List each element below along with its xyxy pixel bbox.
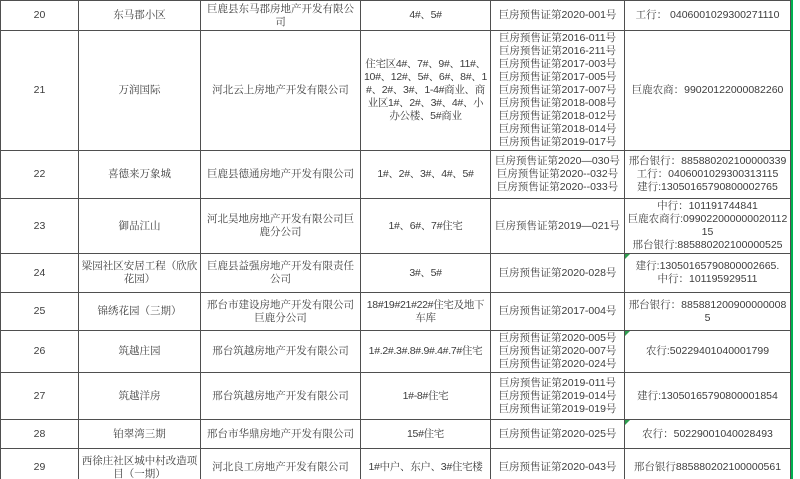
row-number-cell[interactable]: 22: [1, 151, 79, 199]
presale-permit-cell[interactable]: [491, 293, 625, 331]
project-name-cell[interactable]: 御品江山: [79, 199, 201, 254]
presale-permit-cell[interactable]: [491, 254, 625, 293]
bank-line: 农行:50229401040001799: [645, 345, 770, 357]
developer-company-cell[interactable]: 河北昊地房地产开发有限公司巨鹿分公司: [201, 199, 361, 254]
row-number-cell[interactable]: 27: [1, 373, 79, 420]
presale-permit-cell[interactable]: [491, 199, 625, 254]
project-name-cell[interactable]: 锦绣花园（三期）: [79, 293, 201, 331]
developer-company-cell[interactable]: 邢台市建设房地产开发有限公司巨鹿分公司: [201, 293, 361, 331]
bank-line: 建行:13050165790800002665.: [635, 260, 780, 272]
row-number-cell[interactable]: 23: [1, 199, 79, 254]
permit-line: 巨房预售证第2019-017号: [498, 136, 617, 148]
bank-line: 邢台银行:885880202100000525: [632, 239, 783, 251]
developer-company-cell[interactable]: 巨鹿县德通房地产开发有限公司: [201, 151, 361, 199]
bank-account-cell[interactable]: [625, 293, 791, 331]
developer-company-cell[interactable]: 邢台筑越房地产开发有限公司: [201, 373, 361, 420]
bank-line: 巨鹿农商：99020122000082260: [631, 84, 784, 96]
permit-line: 巨房预售证第2016-211号: [498, 45, 617, 57]
project-name-cell[interactable]: 梁园社区安居工程（欣欣花园）: [79, 254, 201, 293]
row-number-cell[interactable]: 28: [1, 420, 79, 449]
table-row: [1, 420, 791, 449]
presale-permit-cell[interactable]: [491, 151, 625, 199]
permit-line: 巨房预售证第2020--032号: [496, 168, 619, 180]
row-number-cell[interactable]: 21: [1, 31, 79, 151]
permit-line: 巨房预售证第2020-007号: [498, 345, 617, 357]
buildings-cell[interactable]: 1#、6#、7#住宅: [361, 199, 491, 254]
project-name-cell[interactable]: 筑越洋房: [79, 373, 201, 420]
table-body: [1, 1, 791, 479]
presale-permit-cell[interactable]: [491, 420, 625, 449]
bank-account-cell[interactable]: [625, 199, 791, 254]
bank-account-cell[interactable]: [625, 254, 791, 293]
table-row: [1, 151, 791, 199]
buildings-cell[interactable]: 1#、2#、3#、4#、5#: [361, 151, 491, 199]
cell-error-marker-icon: [625, 420, 630, 425]
row-number-cell[interactable]: 25: [1, 293, 79, 331]
permit-line: 巨房预售证第2020-043号: [498, 461, 617, 473]
buildings-cell[interactable]: 1#中户、东户、3#住宅楼: [361, 449, 491, 479]
bank-line: 工行：0406001029300313115: [636, 168, 779, 180]
developer-company-cell[interactable]: 邢台市华鼎房地产开发有限公司: [201, 420, 361, 449]
project-name-cell[interactable]: 东马郡小区: [79, 1, 201, 31]
bank-line: 农行：50229001040028493: [642, 427, 773, 440]
table-row: [1, 254, 791, 293]
row-number-cell[interactable]: 20: [1, 1, 79, 31]
buildings-cell[interactable]: 18#19#21#22#住宅及地下车库: [361, 293, 491, 331]
cell-error-marker-icon: [625, 331, 630, 336]
permit-line: 巨房预售证第2020-025号: [498, 427, 617, 440]
buildings-cell[interactable]: 1#.2#.3#.8#.9#.4#.7#住宅: [361, 331, 491, 373]
permit-line: 巨房预售证第2017-004号: [498, 305, 617, 317]
buildings-cell[interactable]: 住宅区4#、7#、9#、11#、10#、12#、5#、6#、8#、1#、2#、3#、1-4#商业、商业区1#、2#、3#、4#、小办公楼、5#商业: [361, 31, 491, 151]
cell-error-marker-icon: [625, 254, 630, 259]
permit-line: 巨房预售证第2019-011号: [498, 376, 617, 389]
selection-edge-line: [791, 0, 793, 479]
presale-permit-cell[interactable]: [491, 1, 625, 31]
project-name-cell[interactable]: 喜德来万象城: [79, 151, 201, 199]
permit-line: 巨房预售证第2020-001号: [498, 9, 617, 21]
bank-account-cell[interactable]: [625, 31, 791, 151]
permit-line: 巨房预售证第2016-011号: [498, 32, 617, 44]
table-row: [1, 293, 791, 331]
table-row: [1, 449, 791, 479]
permit-line: 巨房预售证第2019—021号: [495, 219, 620, 232]
permit-line: 巨房预售证第2020-005号: [498, 332, 617, 344]
bank-line: 工行： 0406001029300271110: [635, 9, 780, 21]
presale-permit-cell[interactable]: [491, 31, 625, 151]
permit-line: 巨房预售证第2020-028号: [498, 266, 617, 279]
permit-line: 巨房预售证第2019-014号: [498, 389, 617, 402]
project-name-cell[interactable]: 西徐庄社区城中村改造项目（一期）: [79, 449, 201, 479]
bank-line: 建行:13050165790800002765: [637, 181, 778, 193]
buildings-cell[interactable]: 4#、5#: [361, 1, 491, 31]
bank-line: 建行:13050165790800001854: [637, 389, 778, 402]
permit-line: 巨房预售证第2017-005号: [498, 71, 617, 83]
bank-account-cell[interactable]: [625, 331, 791, 373]
table-row: [1, 31, 791, 151]
bank-account-cell[interactable]: [625, 449, 791, 479]
presale-permit-cell[interactable]: [491, 373, 625, 420]
project-name-cell[interactable]: 筑越庄园: [79, 331, 201, 373]
presale-permit-cell[interactable]: [491, 331, 625, 373]
bank-line: 邢台银行885880202100000561: [633, 461, 782, 473]
developer-company-cell[interactable]: 河北云上房地产开发有限公司: [201, 31, 361, 151]
table-row: [1, 331, 791, 373]
permit-line: 巨房预售证第2020—030号: [495, 155, 620, 167]
table-row: [1, 1, 791, 31]
permit-line: 巨房预售证第2017-007号: [498, 84, 617, 96]
bank-line: 邢台银行：8858812009000000085: [628, 298, 787, 324]
developer-company-cell[interactable]: 巨鹿县东马郡房地产开发有限公司: [201, 1, 361, 31]
bank-account-cell[interactable]: [625, 373, 791, 420]
project-name-cell[interactable]: 万润国际: [79, 31, 201, 151]
permit-line: 巨房预售证第2020--033号: [496, 181, 619, 193]
bank-line: 邢台银行：885880202100000339: [628, 155, 787, 167]
row-number-cell[interactable]: 29: [1, 449, 79, 479]
table-row: [1, 199, 791, 254]
permit-line: 巨房预售证第2018-014号: [498, 123, 617, 135]
row-number-cell[interactable]: 24: [1, 254, 79, 293]
developer-company-cell[interactable]: 巨鹿县益强房地产开发有限责任公司: [201, 254, 361, 293]
bank-line: 巨鹿农商行:09902200000002011215: [627, 213, 788, 238]
table-row: [1, 373, 791, 420]
bank-account-cell[interactable]: [625, 151, 791, 199]
bank-account-cell[interactable]: [625, 1, 791, 31]
project-name-cell[interactable]: 铂翠湾三期: [79, 420, 201, 449]
buildings-cell[interactable]: 15#住宅: [361, 420, 491, 449]
permit-line: 巨房预售证第2019-019号: [498, 402, 617, 415]
permit-line: 巨房预售证第2020-024号: [498, 358, 617, 370]
bank-account-cell[interactable]: [625, 420, 791, 449]
bank-line: 中行：101191744841: [657, 200, 758, 212]
buildings-cell[interactable]: 1#-8#住宅: [361, 373, 491, 420]
permit-line: 巨房预售证第2018-008号: [498, 97, 617, 109]
bank-line: 中行：101195929511: [657, 273, 758, 285]
developer-company-cell[interactable]: 邢台筑越房地产开发有限公司: [201, 331, 361, 373]
row-number-cell[interactable]: 26: [1, 331, 79, 373]
permit-line: 巨房预售证第2018-012号: [498, 110, 617, 122]
developer-company-cell[interactable]: 河北良工房地产开发有限公司: [201, 449, 361, 479]
buildings-cell[interactable]: 3#、5#: [361, 254, 491, 293]
permit-line: 巨房预售证第2017-003号: [498, 58, 617, 70]
presale-permit-cell[interactable]: [491, 449, 625, 479]
